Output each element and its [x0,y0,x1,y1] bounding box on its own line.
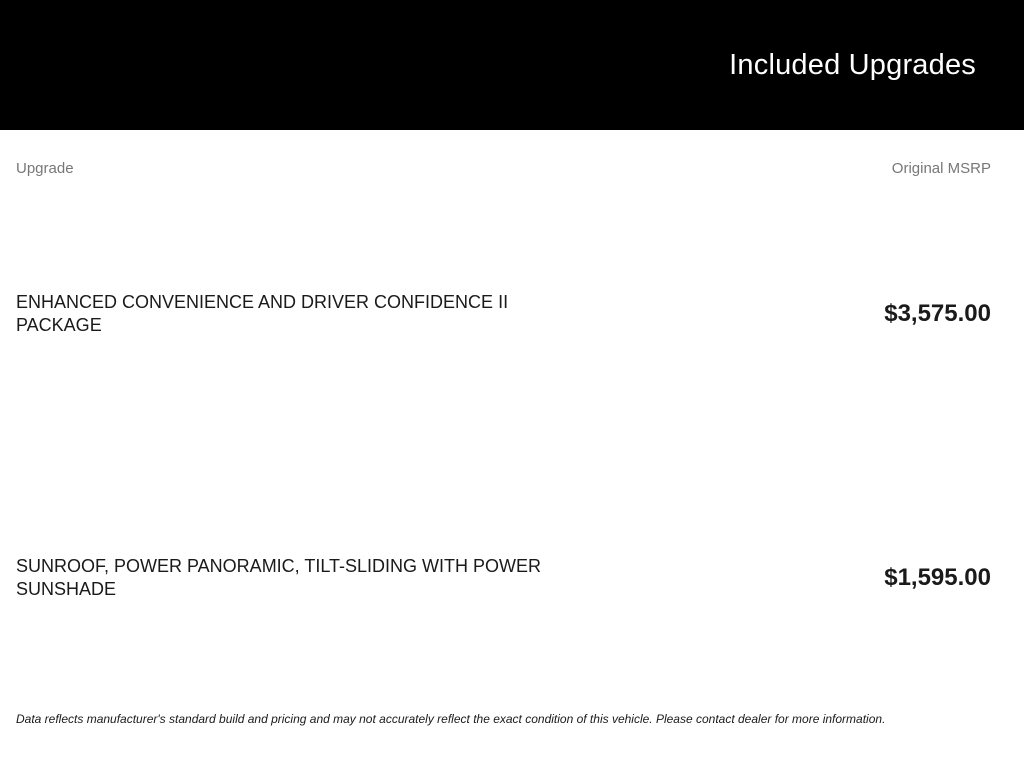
table-header-row [0,130,1024,182]
upgrade-msrp: $3,575.00 [884,300,991,327]
app-header [0,0,1024,130]
included-upgrades-table [0,130,1024,727]
page-title: Included Upgrades [729,48,976,81]
upgrade-name: ENHANCED CONVENIENCE AND DRIVER CONFIDENCE II PACKAGE [16,292,509,335]
upgrade-msrp: $1,595.00 [884,564,991,591]
column-header-upgrade: Upgrade [16,160,74,177]
table-row [0,182,1024,446]
table-row [0,446,1024,710]
upgrade-name: SUNROOF, POWER PANORAMIC, TILT-SLIDING WITH POWER SUNSHADE [16,556,542,599]
column-header-original-msrp: Original MSRP [891,160,991,177]
disclaimer-text: Data reflects manufacturer's standard build and pricing and may not accurately reflect the exact condition of this vehicle. Please contact dealer for more information. [16,712,886,726]
